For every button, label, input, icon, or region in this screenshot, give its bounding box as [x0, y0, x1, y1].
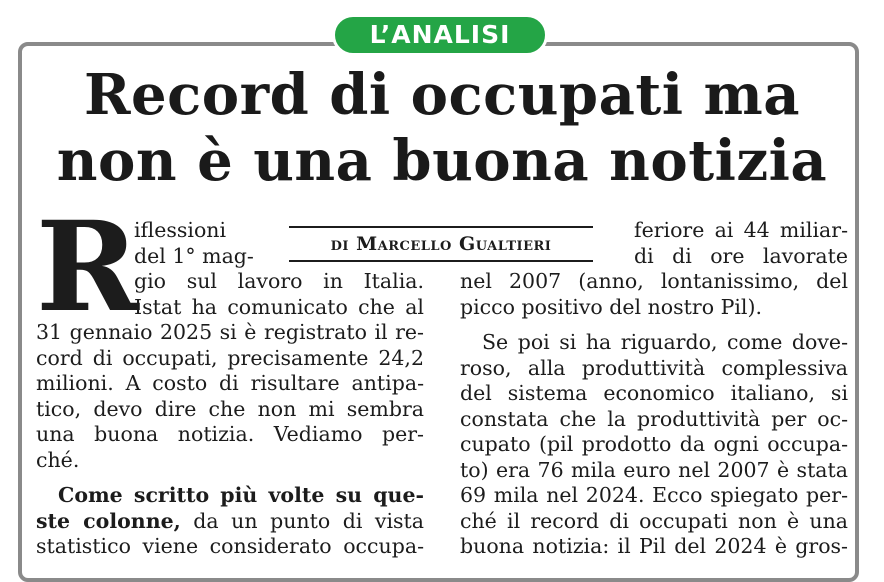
right-column	[460, 218, 848, 560]
bold-lead: Come scritto più volte su que-	[58, 483, 424, 507]
text-line: buona notizia: il Pil del 2024 è gros-	[460, 534, 848, 558]
text-line: to) era 76 mila euro nel 2007 è stata	[460, 457, 848, 482]
text-line: cord di occupati, precisamente 24,2	[36, 345, 424, 370]
text-line: Istat ha comunicato che al	[134, 294, 424, 319]
text-run: da un punto di vista	[180, 508, 424, 533]
text-line: 69 mila nel 2024. Ecco spiegato per-	[460, 483, 848, 507]
left-column	[36, 195, 424, 560]
section-tag: L’ANALISI	[332, 14, 548, 56]
text-line: gio sul lavoro in Italia.	[134, 269, 424, 293]
text-line	[36, 509, 424, 535]
text-line: milioni. A costo di risultare antipa-	[36, 371, 424, 395]
text-line: tico, devo dire che non mi sembra	[36, 396, 424, 421]
text-line: del 1° mag-	[134, 243, 254, 268]
text-line: ché.	[36, 447, 80, 472]
text-line: nel 2007 (anno, lontanissimo, del	[460, 269, 848, 293]
text-line: cupato (pil prodotto da ogni occupa-	[460, 432, 848, 456]
text-line: del sistema economico italiano, si	[460, 381, 848, 405]
text-line: picco positivo del nostro Pil).	[460, 294, 762, 319]
text-line	[36, 483, 424, 509]
text-line: di di ore lavorate	[634, 243, 848, 268]
drop-cap: R	[36, 195, 140, 340]
text-line: iflessioni	[134, 218, 227, 242]
headline-line-2: non è una buona notizia	[56, 128, 828, 194]
text-line: una buona notizia. Vediamo per-	[36, 422, 424, 446]
text-line: ché il record di occupati non è una	[460, 508, 848, 533]
byline: di Marcello Gualtieri	[289, 226, 593, 262]
text-line: Se poi si ha riguardo, come dove-	[482, 330, 848, 354]
text-line: constata che la produttività per oc-	[460, 406, 848, 431]
headline	[30, 62, 854, 194]
text-line: feriore ai 44 miliar-	[634, 218, 848, 242]
text-line: roso, alla produttività complessiva	[460, 355, 848, 380]
bold-lead: ste colonne,	[36, 508, 181, 533]
text-line: 31 gennaio 2025 si è registrato il re-	[36, 320, 424, 344]
headline-line-1: Record di occupati ma	[83, 62, 801, 128]
text-line: statistico viene considerato occupa-	[36, 534, 424, 558]
